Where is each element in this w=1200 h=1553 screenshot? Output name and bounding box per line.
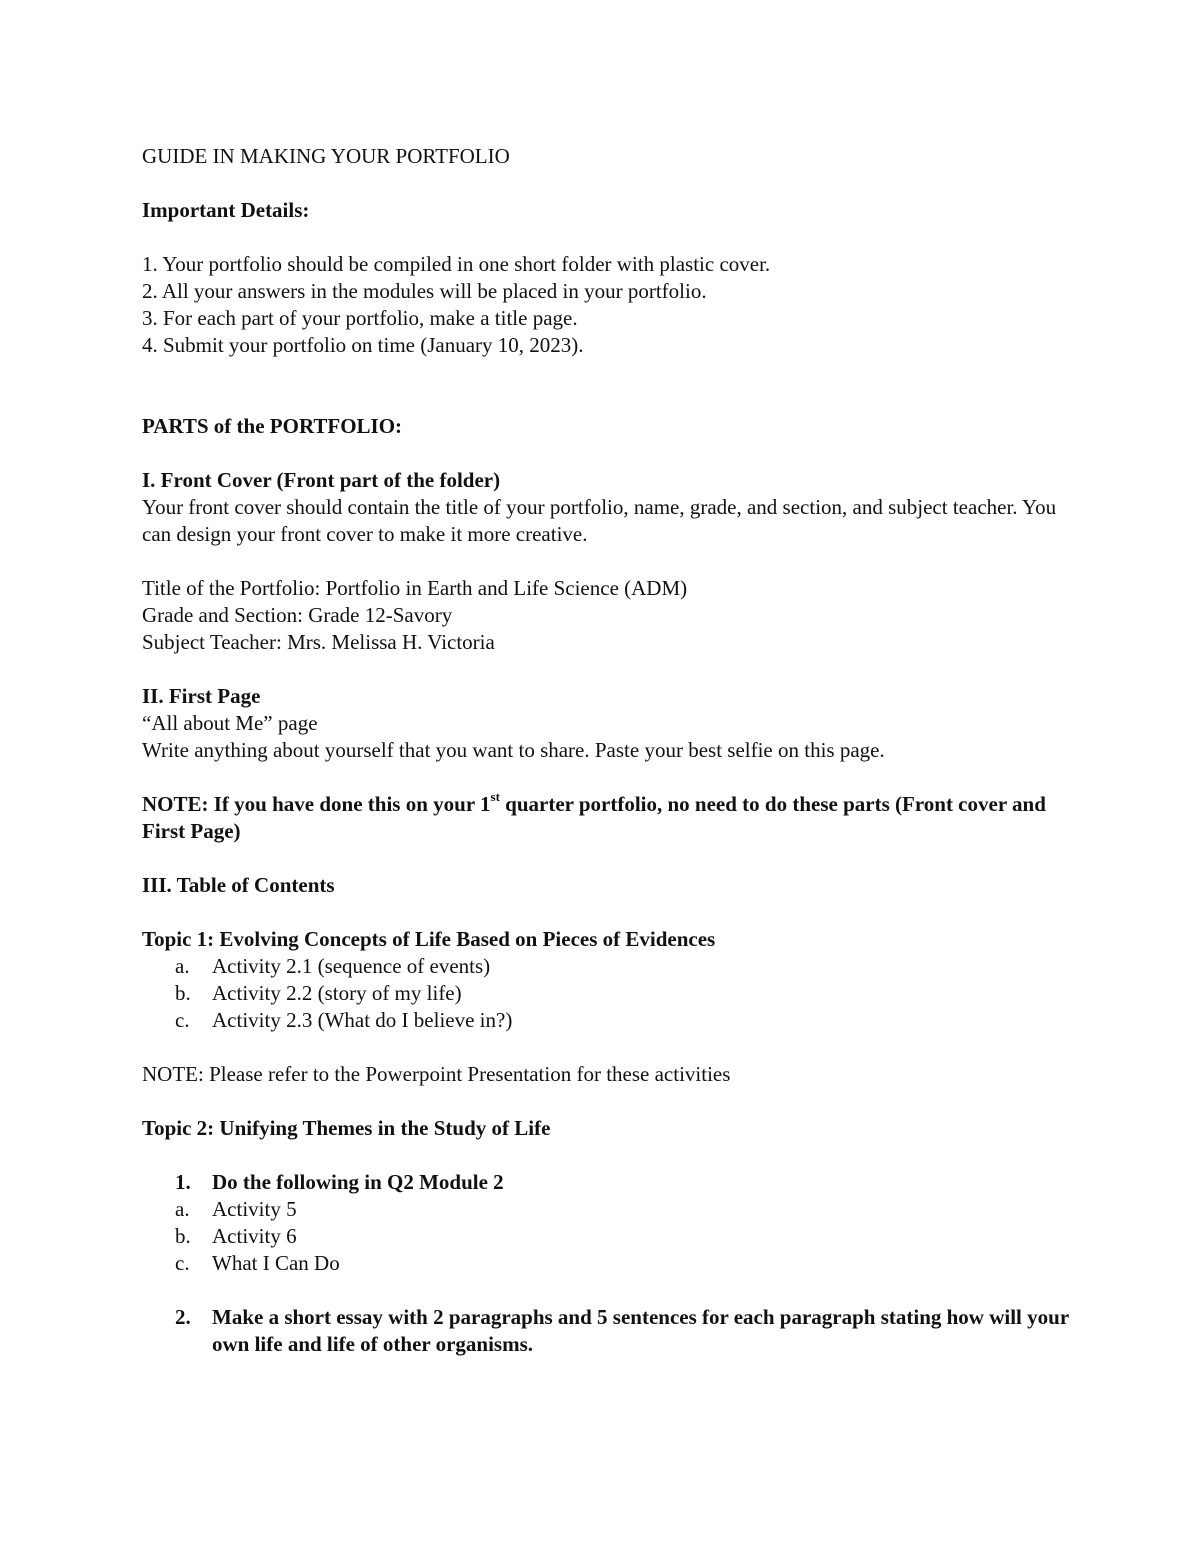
list-item-text: Activity 2.3 (What do I believe in?)	[212, 1008, 513, 1032]
list-item	[142, 1223, 1072, 1250]
step-item	[142, 1304, 1072, 1358]
list-marker: c.	[175, 1251, 190, 1275]
document-body	[142, 143, 1072, 1358]
note-text-end: quarter portfolio, no need to do these parts (Front cover and First Page)	[142, 792, 1046, 843]
list-marker: a.	[175, 954, 190, 978]
step-item	[142, 1169, 1072, 1196]
note-text-start: NOTE: If you have done this on your 1	[142, 792, 491, 816]
list-item	[142, 1007, 1072, 1034]
subject-teacher-detail: Subject Teacher: Mrs. Melissa H. Victoria	[142, 630, 495, 654]
front-cover-heading: I. Front Cover (Front part of the folder)	[142, 468, 501, 492]
step-marker: 1.	[175, 1170, 191, 1194]
list-marker: c.	[175, 1008, 190, 1032]
front-cover-text: Your front cover should contain the title of your portfolio, name, grade, and section, and subject teacher. You can design your front cover to make it more creative.	[142, 495, 1057, 546]
list-item-text: Activity 2.2 (story of my life)	[212, 981, 462, 1005]
list-item-text: Activity 2.1 (sequence of events)	[212, 954, 491, 978]
portfolio-title-detail: Title of the Portfolio: Portfolio in Earth and Life Science (ADM)	[142, 576, 688, 600]
note-powerpoint: NOTE: Please refer to the Powerpoint Presentation for these activities	[142, 1062, 731, 1086]
parts-heading: PARTS of the PORTFOLIO:	[142, 414, 403, 438]
list-marker: b.	[175, 1224, 191, 1248]
important-item: 4. Submit your portfolio on time (January 10, 2023).	[142, 333, 584, 357]
table-of-contents-heading: III. Table of Contents	[142, 873, 335, 897]
first-page-text: Write anything about yourself that you want to share. Paste your best selfie on this page.	[142, 738, 885, 762]
list-item-text: Activity 5	[212, 1197, 297, 1221]
first-page-subtitle: “All about Me” page	[142, 711, 318, 735]
step-marker: 2.	[175, 1305, 191, 1329]
document-title: GUIDE IN MAKING YOUR PORTFOLIO	[142, 144, 510, 168]
list-item	[142, 980, 1072, 1007]
list-marker: b.	[175, 981, 191, 1005]
note-superscript: st	[490, 789, 500, 804]
topic2-heading: Topic 2: Unifying Themes in the Study of Life	[142, 1116, 551, 1140]
list-marker: a.	[175, 1197, 190, 1221]
note-front-cover	[142, 791, 1072, 845]
list-item	[142, 953, 1072, 980]
list-item-text: What I Can Do	[212, 1251, 340, 1275]
important-details-heading: Important Details:	[142, 198, 310, 222]
important-item: 2. All your answers in the modules will be placed in your portfolio.	[142, 279, 707, 303]
list-item	[142, 1250, 1072, 1277]
important-item: 3. For each part of your portfolio, make a title page.	[142, 306, 578, 330]
topic1-heading: Topic 1: Evolving Concepts of Life Based on Pieces of Evidences	[142, 927, 716, 951]
grade-section-detail: Grade and Section: Grade 12-Savory	[142, 603, 453, 627]
important-item: 1. Your portfolio should be compiled in one short folder with plastic cover.	[142, 252, 771, 276]
first-page-heading: II. First Page	[142, 684, 261, 708]
step-text: Do the following in Q2 Module 2	[212, 1170, 504, 1194]
list-item-text: Activity 6	[212, 1224, 297, 1248]
step-text: Make a short essay with 2 paragraphs and 5 sentences for each paragraph stating how will your own life and life of other organisms.	[212, 1305, 1069, 1356]
list-item	[142, 1196, 1072, 1223]
